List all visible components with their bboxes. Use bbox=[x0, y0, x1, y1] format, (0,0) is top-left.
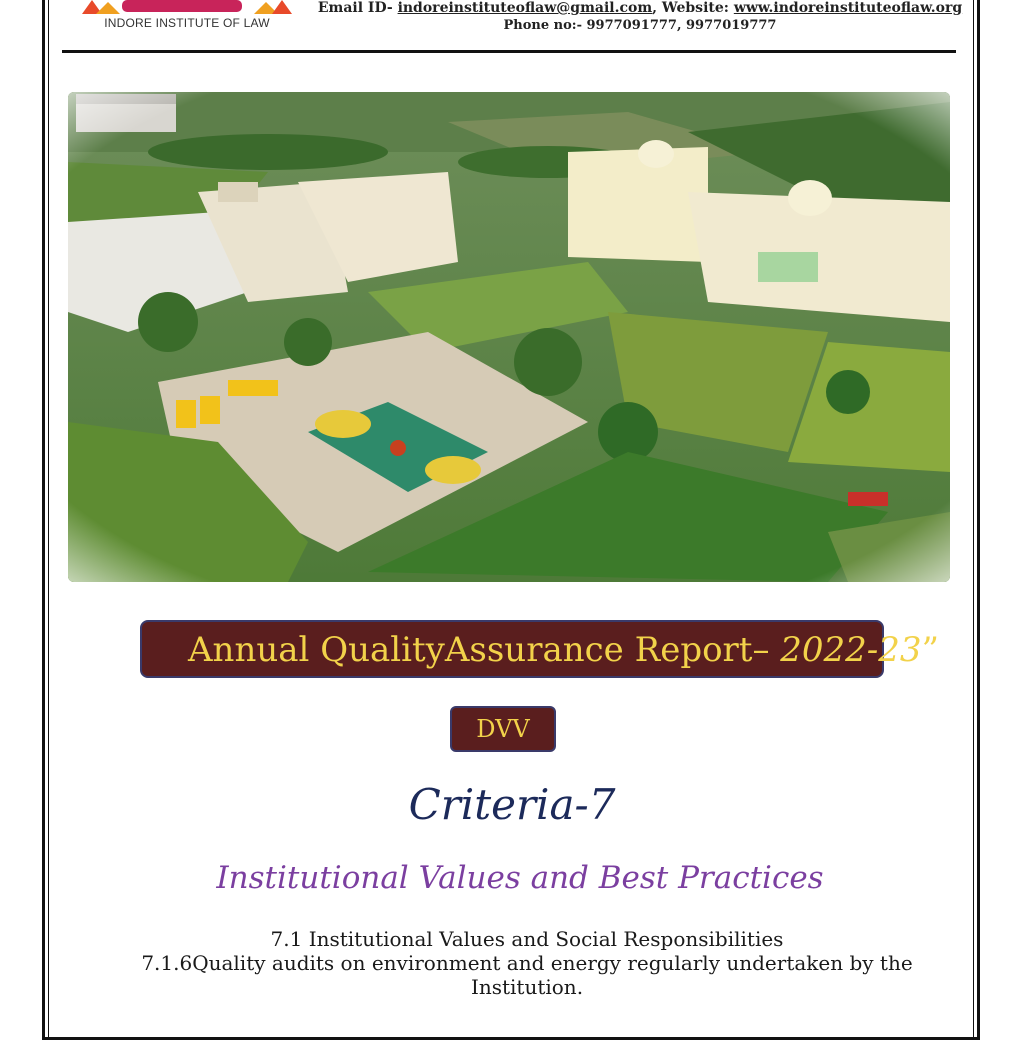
report-quote: ” bbox=[921, 630, 939, 670]
contact-email-website bbox=[300, 0, 980, 16]
criteria-subtitle: Institutional Values and Best Practices bbox=[216, 860, 824, 896]
report-title-banner bbox=[140, 620, 939, 678]
website-link[interactable]: www.indoreinstituteoflaw.org bbox=[733, 0, 963, 16]
section-7-1-6: 7.1.6Quality audits on environment and energy regularly undertaken by the bbox=[141, 951, 913, 975]
criteria-heading: Criteria-7 bbox=[408, 780, 616, 829]
logo-text: INDORE INSTITUTE OF LAW bbox=[104, 16, 270, 30]
report-year: 2022-23 bbox=[780, 630, 922, 670]
contact-phone: Phone no:- 9977091777, 9977019777 bbox=[503, 18, 777, 33]
website-label: , Website: bbox=[652, 0, 734, 16]
email-link[interactable]: indoreinstituteoflaw@gmail.com bbox=[397, 0, 653, 16]
section-7-1: 7.1 Institutional Values and Social Responsibilities bbox=[270, 927, 784, 951]
header-divider bbox=[62, 50, 956, 53]
report-title: Annual QualityAssurance Report– bbox=[188, 630, 781, 670]
email-label: Email ID- bbox=[317, 0, 398, 16]
campus-aerial-photo bbox=[68, 92, 950, 582]
dvv-badge: DVV bbox=[450, 706, 556, 752]
section-7-1-6-continued: Institution. bbox=[470, 975, 584, 999]
institute-logo-icon bbox=[82, 0, 292, 40]
